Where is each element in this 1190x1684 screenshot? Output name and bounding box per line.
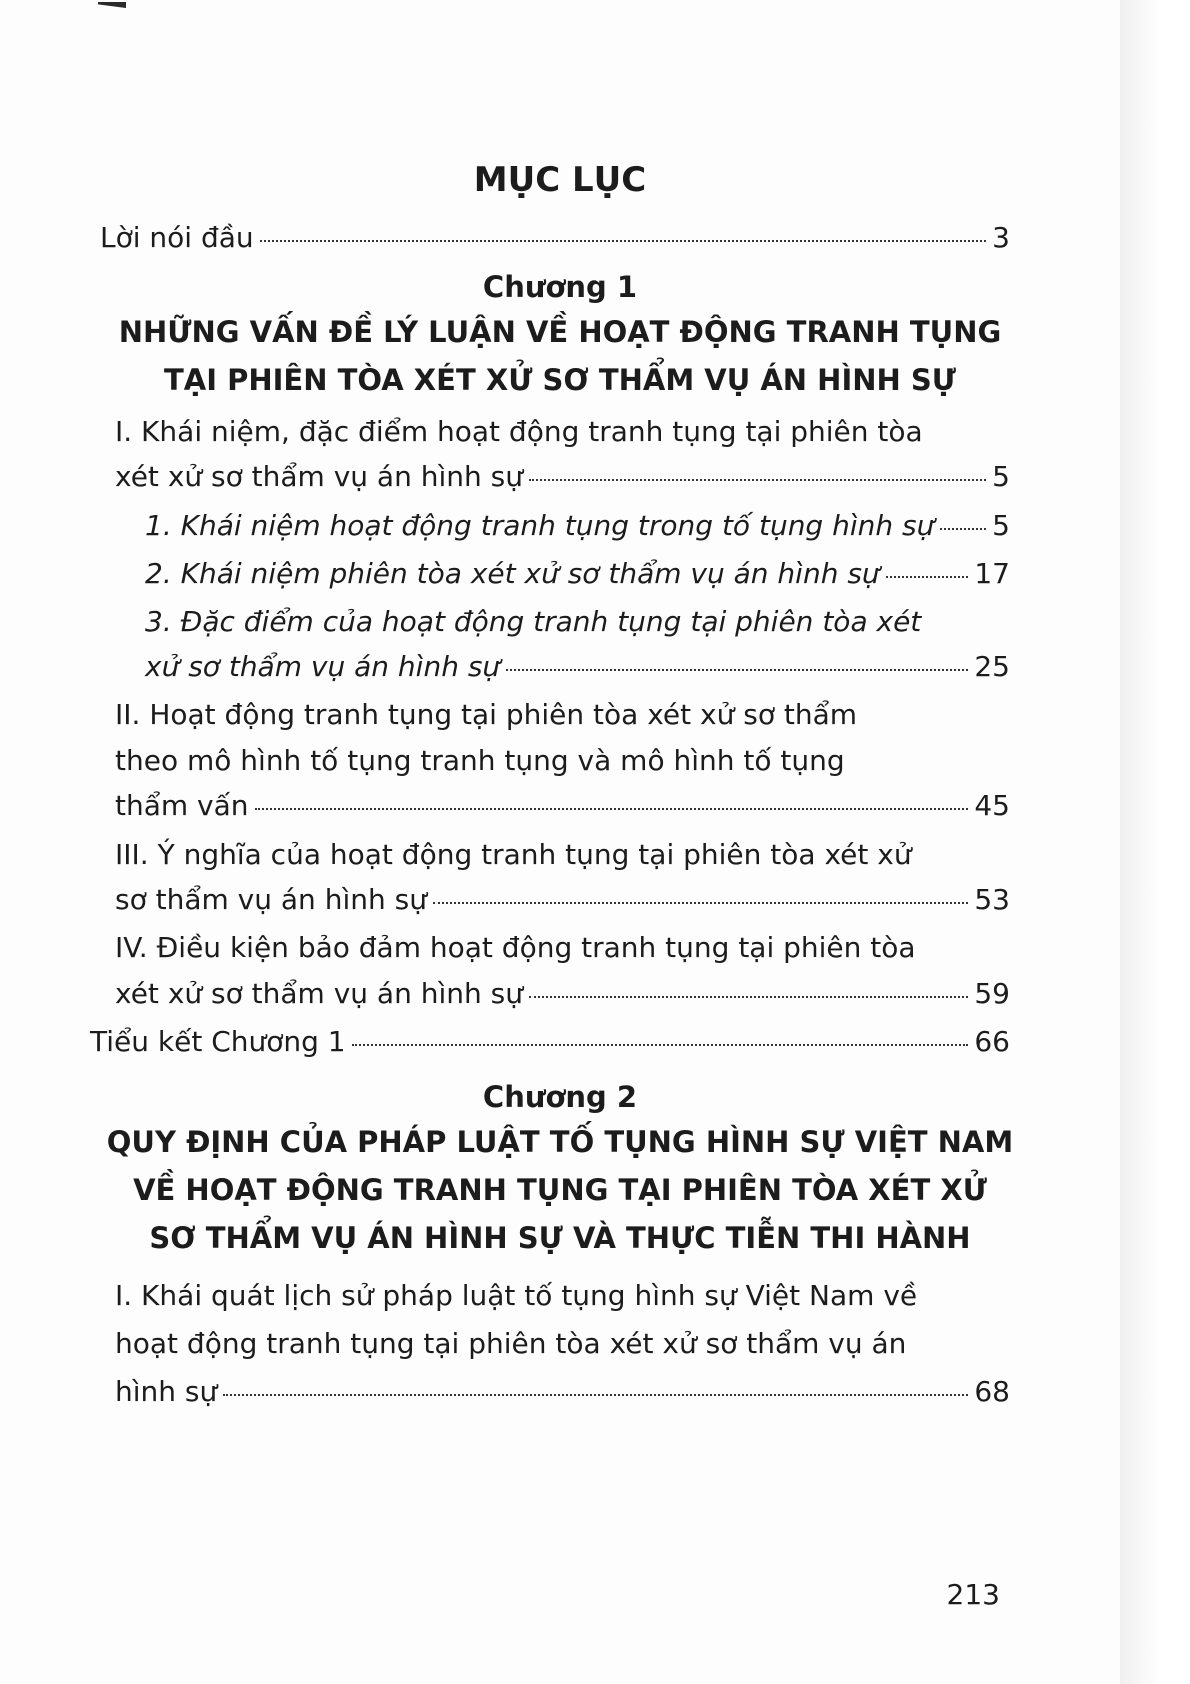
chapter-2-heading	[90, 1118, 1030, 1262]
entry-label: 2. Khái niệm phiên tòa xét xử sơ thẩm vụ án hình sự	[145, 557, 880, 590]
page-number: 5	[992, 509, 1010, 542]
entry-label: xét xử sơ thẩm vụ án hình sự	[115, 977, 523, 1010]
heading-line: SƠ THẨM VỤ ÁN HÌNH SỰ VÀ THỰC TIỄN THI HÀNH	[149, 1221, 971, 1255]
entry-label: xét xử sơ thẩm vụ án hình sự	[115, 460, 523, 493]
toc-entry-c1-sec3	[115, 882, 1010, 918]
toc-entry-c2-sec1-line2: hoạt động tranh tụng tại phiên tòa xét xử sơ thẩm vụ án	[115, 1327, 907, 1360]
page-edge	[1120, 0, 1190, 1684]
dot-leader	[223, 1394, 968, 1396]
toc-entry-c1-sec2-line2: theo mô hình tố tụng tranh tụng và mô hình tố tụng	[115, 744, 845, 777]
chapter-2-label: Chương 2	[482, 1080, 638, 1114]
heading-line: VỀ HOẠT ĐỘNG TRANH TỤNG TẠI PHIÊN TÒA XÉT XỬ	[133, 1173, 987, 1207]
toc-entry-c1-sec2	[115, 788, 1010, 824]
chapter-1-label: Chương 1	[482, 270, 638, 304]
toc-entry-preface	[100, 220, 1010, 256]
dot-leader	[255, 808, 969, 810]
entry-label: thẩm vấn	[115, 789, 249, 822]
toc-entry-c2-sec1-line1: I. Khái quát lịch sử pháp luật tố tụng hình sự Việt Nam về	[115, 1279, 918, 1312]
toc-entry-c1-sub3	[145, 649, 1010, 685]
dot-leader	[529, 996, 968, 998]
dot-leader	[433, 902, 968, 904]
dot-leader	[506, 669, 968, 671]
entry-label: sơ thẩm vụ án hình sự	[115, 883, 427, 916]
page-number: 3	[992, 221, 1010, 254]
dot-leader	[260, 240, 987, 242]
toc-entry-c1-sec1-line1: I. Khái niệm, đặc điểm hoạt động tranh tụng tại phiên tòa	[115, 415, 923, 448]
dot-leader	[529, 479, 986, 481]
page-number: 53	[974, 883, 1010, 916]
toc-entry-c1-sec4-line1: IV. Điều kiện bảo đảm hoạt động tranh tụng tại phiên tòa	[115, 931, 916, 964]
page-number: 17	[974, 557, 1010, 590]
toc-entry-c1-sec1	[115, 459, 1010, 495]
chapter-1-heading	[90, 308, 1030, 404]
page-number: 5	[992, 460, 1010, 493]
heading-line: QUY ĐỊNH CỦA PHÁP LUẬT TỐ TỤNG HÌNH SỰ VIỆT NAM	[106, 1125, 1014, 1159]
page-number: 25	[974, 650, 1010, 683]
toc-entry-c1-sub3-line1: 3. Đặc điểm của hoạt động tranh tụng tại phiên tòa xét	[145, 605, 922, 638]
toc-entry-c1-sec4	[115, 976, 1010, 1012]
toc-entry-c1-sub1	[145, 508, 1010, 544]
page-number: 45	[974, 789, 1010, 822]
toc-entry-c2-sec1	[115, 1374, 1010, 1410]
toc-entry-c1-sec3-line1: III. Ý nghĩa của hoạt động tranh tụng tại phiên tòa xét xử	[115, 838, 912, 871]
dot-leader	[940, 528, 986, 530]
dot-leader	[886, 576, 969, 578]
entry-label: hình sự	[115, 1375, 218, 1408]
entry-label: 1. Khái niệm hoạt động tranh tụng trong tố tụng hình sự	[145, 509, 935, 542]
toc-entry-c1-sec2-line1: II. Hoạt động tranh tụng tại phiên tòa xét xử sơ thẩm	[115, 698, 858, 731]
entry-label: Lời nói đầu	[100, 221, 254, 254]
heading-line: NHỮNG VẤN ĐỀ LÝ LUẬN VỀ HOẠT ĐỘNG TRANH TỤNG	[118, 315, 1002, 349]
heading-line: TẠI PHIÊN TÒA XÉT XỬ SƠ THẨM VỤ ÁN HÌNH SỰ	[163, 363, 956, 397]
entry-label: xử sơ thẩm vụ án hình sự	[145, 650, 501, 683]
page-number: 68	[974, 1375, 1010, 1408]
entry-label: Tiểu kết Chương 1	[90, 1025, 346, 1058]
toc-title: MỤC LỤC	[473, 160, 647, 200]
page-number: 66	[974, 1025, 1010, 1058]
page-number: 59	[974, 977, 1010, 1010]
dot-leader	[352, 1044, 969, 1046]
toc-entry-c1-sub2	[145, 556, 1010, 592]
toc-entry-c1-summary	[90, 1024, 1010, 1060]
page-folio: 213	[946, 1578, 1000, 1611]
